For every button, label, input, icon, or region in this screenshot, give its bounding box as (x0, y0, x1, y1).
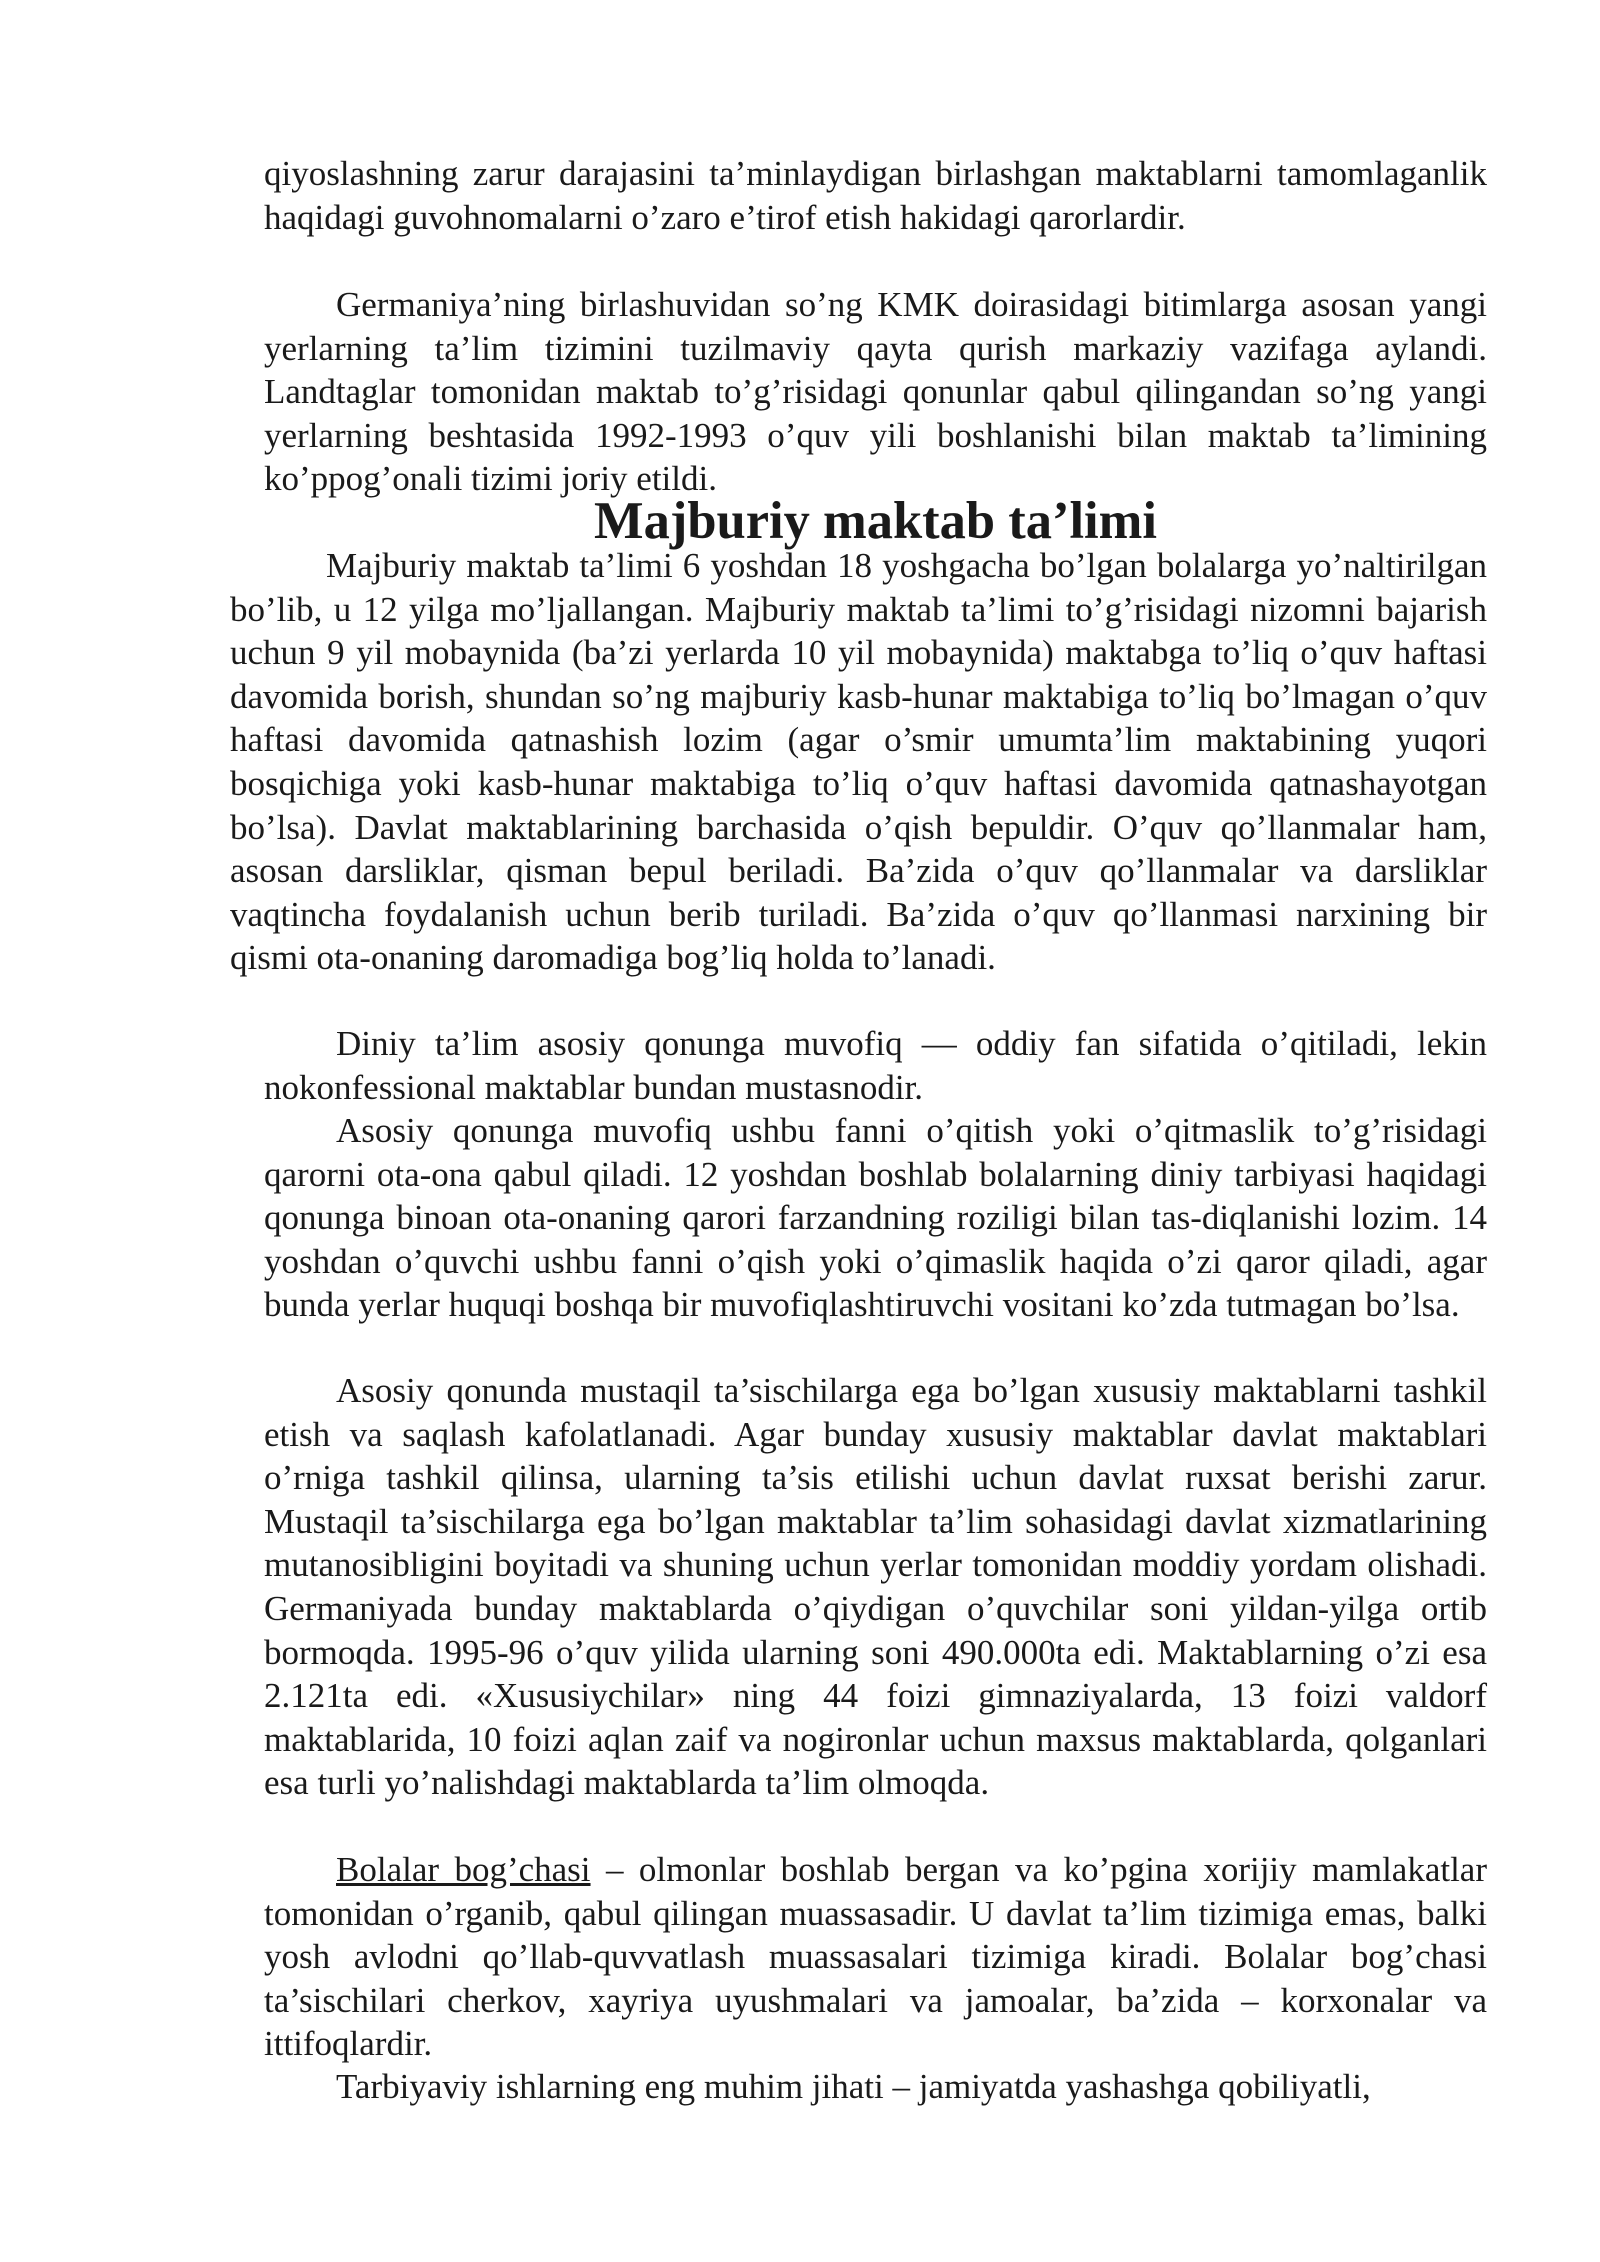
paragraph-text: – olmonlar boshlab bergan va ko’pgina xorijiy mamlakatlar tomonidan o’rganib, qabul qilingan muassasadir. U davlat ta’lim tizimiga emas, balki yosh avlodni qo’llab-quvvatlash muassasalari tizimiga kiradi. Bolalar bog’chasi ta’sischilari cherkov, xayriya uyushmalari va jamoalar, ba’zida – korxonalar va ittifoqlardir. (264, 1850, 1488, 2064)
paragraph-germaniya-birlashuvi: Germaniya’ning birlashuvidan so’ng KMK doirasidagi bitimlarga asosan yangi yerlarning ta’lim tizimini tuzilmaviy qayta qurish markaziy vazifaga aylandi. Landtaglar tomonidan maktab to’g’risidagi qonunlar qabul qilingandan so’ng yangi yerlarning beshtasida 1992-1993 o’quv yili boshlanishi bilan maktab ta’limining ko’ppog’onali tizimi joriy etildi. (264, 285, 1487, 499)
paragraph-ota-ona-qarori: Asosiy qonunga muvofiq ushbu fanni o’qitish yoki o’qitmaslik to’g’risidagi qarorni ota-ona qabul qiladi. 12 yoshdan boshlab bolalarning diniy tarbiyasi haqidagi qonunga binoan ota-onaning qarori farzandning roziligi bilan tas-diqlanishi lozim. 14 yoshdan o’quvchi ushbu fanni o’qish yoki o’qimaslik haqida o’zi qaror qiladi, agar bunda yerlar huquqi boshqa bir muvofiqlashtiruvchi vositani ko’zda tutmagan bo’lsa. (264, 1111, 1487, 1325)
underlined-term: Bolalar bog’chasi (336, 1850, 591, 1889)
section-heading: Majburiy maktab ta’limi (594, 492, 1157, 550)
paragraph-qarorlar: qiyoslashning zarur darajasini ta’minlaydigan birlashgan maktablarni tamomlaganlik haqidagi guvohnomalarni o’zaro e’tirof etish hakidagi qarorlardir. (264, 154, 1487, 237)
paragraph-xususiy-maktablar: Asosiy qonunda mustaqil ta’sischilarga ega bo’lgan xususiy maktablarni tashkil etish va saqlash kafolatlanadi. Agar bunday xususiy maktablar davlat maktablari o’rniga tashkil qilinsa, ularning ta’sis etilishi uchun davlat ruxsat berishi zarur. Mustaqil ta’sischilarga ega bo’lgan maktablar ta’lim sohasidagi davlat xizmatlarining mutanosibligini boyitadi va shuning uchun yerlar tomonidan moddiy yordam olishadi. Germaniyada bunday maktablarda o’qiydigan o’quvchilar soni yildan-yilga ortib bormoqda. 1995-96 o’quv yilida ularning soni 490.000ta edi. Maktablarning o’zi esa 2.121ta edi. «Xususiychilar» ning 44 foizi gimnaziyalarda, 13 foizi valdorf maktablarida, 10 foizi aqlan zaif va nogironlar uchun maxsus maktablarda, qolganlari esa turli yo’nalishdagi maktablarda ta’lim olmoqda. (264, 1371, 1487, 1803)
paragraph-majburiy-talim: Majburiy maktab ta’limi 6 yoshdan 18 yoshgacha bo’lgan bolalarga yo’naltirilgan bo’lib, u 12 yilga mo’ljallangan. Majburiy maktab ta’limi to’g’risidagi nizomni bajarish uchun 9 yil mobaynida (ba’zi yerlarda 10 yil mobaynida) maktabga to’liq o’quv haftasi davomida borish, shundan so’ng majburiy kasb-hunar maktabiga to’liq bo’lmagan o’quv haftasi davomida qatnashish lozim (agar o’smir umumta’lim maktabining yuqori bosqichiga yoki kasb-hunar maktabiga to’liq o’quv haftasi davomida qatnashayotgan bo’lsa). Davlat maktablarining barchasida o’qish bepuldir. O’quv qo’llanmalar ham, asosan darsliklar, qisman bepul beriladi. Ba’zida o’quv qo’llanmalar va darsliklar vaqtincha foydalanish uchun berib turiladi. Ba’zida o’quv qo’llanmasi narxining bir qismi ota-onaning daromadiga bog’liq holda to’lanadi. (230, 546, 1487, 978)
paragraph-bolalar-bogchasi (264, 1848, 1487, 2066)
paragraph-diniy-talim: Diniy ta’lim asosiy qonunga muvofiq — oddiy fan sifatida o’qitiladi, lekin nokonfessional maktablar bundan mustasnodir. (264, 1024, 1487, 1107)
paragraph-tarbiyaviy-ishlar: Tarbiyaviy ishlarning eng muhim jihati – jamiyatda yashashga qobiliyatli, (336, 2067, 1371, 2106)
